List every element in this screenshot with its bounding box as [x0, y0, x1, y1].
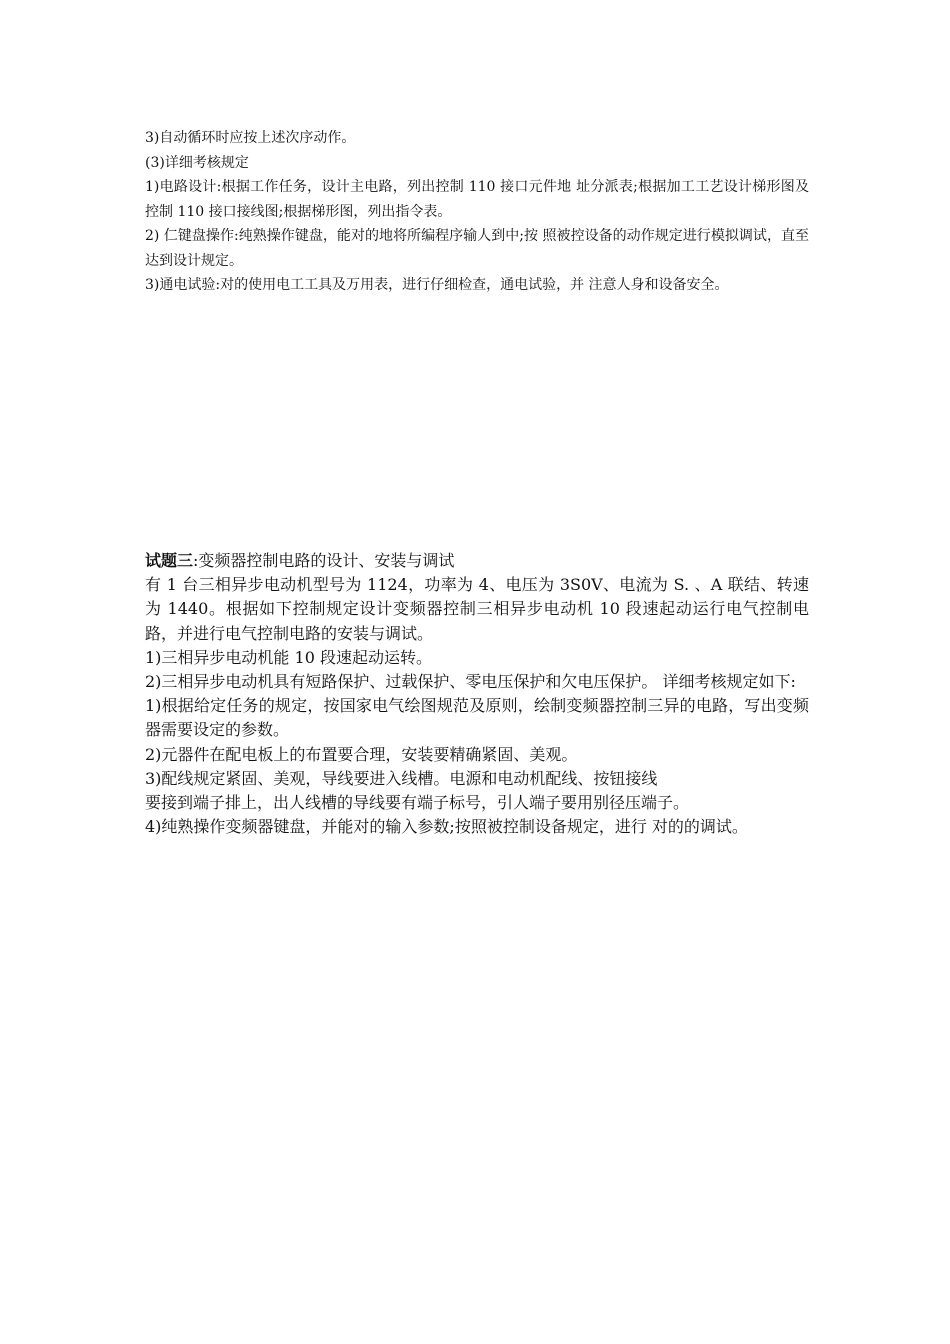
- requirement-speed-start: 1)三相异步电动机能 10 段速起动运转。: [145, 647, 432, 667]
- requirement-protection: 2)三相异步电动机具有短路保护、过载保护、零电压保护和欠电压保护。 详细考核规定如下:: [145, 672, 796, 692]
- question-title: [145, 549, 809, 573]
- rule-power-test: 3)通电试验:对的使用电工工具及万用表，进行仔细检查，通电试验，并 注意人身和设备安全。: [145, 277, 729, 293]
- exam-question-three-section: [145, 549, 809, 839]
- question-intro-paragraph: 有 1 台三相异步电动机型号为 1124，功率为 4、电压为 3S0V、电流为 S. 、A 联结、转速为 1440。根据如下控制规定设计变频器控制三相异步电动机 10 段速起动运行电气控制电路，并进行电气控制电路的安装与调试。: [145, 575, 809, 643]
- rule-component-layout: 2)元器件在配电板上的布置要合理，安装要精确紧固、美观。: [145, 744, 578, 764]
- rule-keyboard-operation: 2) 仁键盘操作:纯熟操作键盘，能对的地将所编程序输人到中;按 照被控设备的动作规定进行模拟调试，直至达到设计规定。: [145, 228, 809, 269]
- rule-circuit-design: 1)电路设计:根据工作任务，设计主电路，列出控制 110 接口元件地 址分派表;根据加工工艺设计梯形图及控制 110 接口接线图;根据梯形图，列出指令表。: [145, 179, 809, 220]
- rule-line-auto-cycle: 3)自动循环时应按上述次序动作。: [145, 130, 356, 146]
- assessment-rules-section: [145, 126, 809, 298]
- rule-drawing-parameters: 1)根据给定任务的规定，按国家电气绘图规范及原则，绘制变频器控制三异的电路，写出变频器需要设定的参数。: [145, 696, 809, 740]
- rule-heading-detailed: (3)详细考核规定: [145, 154, 249, 171]
- rule-inverter-keyboard: 4)纯熟操作变频器键盘，并能对的输入参数;按照被控制设备规定，进行 对的的调试。: [145, 817, 748, 837]
- rule-wiring-terminals: 要接到端子排上，出人线槽的导线要有端子标号，引人端子要用别径压端子。: [145, 793, 690, 813]
- rule-wiring: 3)配线规定紧固、美观，导线要进入线槽。电源和电动机配线、按钮接线: [145, 768, 658, 788]
- question-title-text: :变频器控制电路的设计、安装与调试: [193, 551, 455, 570]
- question-title-label: 试题三: [145, 551, 194, 570]
